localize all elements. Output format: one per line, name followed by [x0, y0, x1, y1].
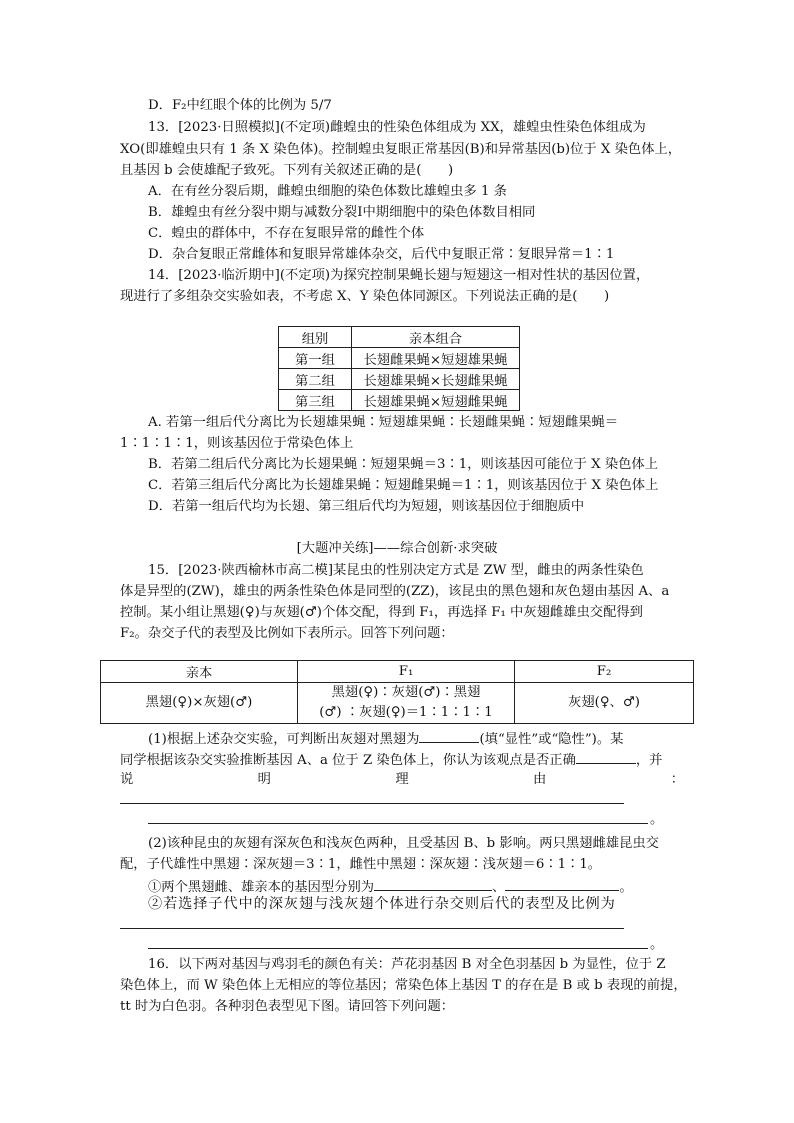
table-row: [279, 390, 520, 411]
answer-blank[interactable]: [419, 728, 479, 743]
answer-line[interactable]: [120, 928, 624, 929]
table-cell: 长翅雄果蝇×短翅雌果蝇: [352, 390, 520, 411]
answer-blank[interactable]: [505, 876, 619, 891]
q13-stem-line1: 13．[2023·日照模拟](不定项)雌蝗虫的性染色体组成为 XX，雄蝗虫性染色体组成为: [148, 120, 646, 135]
q14-option-a-line1: A. 若第一组后代分离比为长翅雄果蝇∶短翅雄果蝇∶长翅雌果蝇∶短翅雌果蝇＝: [148, 415, 619, 430]
table-cell: 黑翅(♀)×灰翅(♂): [101, 683, 298, 724]
table-cell: 灰翅(♀、♂): [515, 683, 694, 724]
table-row: [279, 369, 520, 390]
q15-sub1-text: (填“显性”或“隐性”)。某: [479, 732, 624, 747]
table-cell: 第三组: [279, 390, 352, 411]
q15-sub1-line2: [120, 749, 662, 771]
answer-line[interactable]: [120, 803, 624, 804]
q14-stem-line2: 现进行了多组杂交实验如表，不考虑 X、Y 染色体同源区。下列说法正确的是( ): [120, 289, 610, 304]
spaced-char: ：: [670, 772, 684, 787]
q15-sub2-text: ①两个黑翅雌、雄亲本的基因型分别为: [148, 880, 375, 895]
table-cell: 第二组: [279, 369, 352, 390]
table-row: [279, 348, 520, 369]
table-cell-line: (♂) ∶灰翅(♀)＝1∶1∶1∶1: [319, 705, 493, 720]
table-header-row: [101, 661, 694, 683]
spaced-char: 理: [395, 772, 409, 787]
q15-sub1-text: 同学根据该杂交实验推断基因 A、a 位于 Z 染色体上，你认为该观点是否正确: [120, 753, 576, 768]
table-header-cell: 亲本: [101, 661, 298, 683]
q13-option-d: D．杂合复眼正常雌体和复眼异常雄体杂交，后代中复眼正常∶复眼异常＝1∶1: [148, 247, 615, 262]
q13-option-a: A．在有丝分裂后期，雌蝗虫细胞的染色体数比雄蝗虫多 1 条: [148, 184, 507, 199]
q14-option-a-line2: 1∶1∶1∶1，则该基因位于常染色体上: [120, 436, 354, 451]
spaced-char: 说: [120, 772, 134, 787]
q15-stem-line2: 体是异型的(ZW)，雄虫的两条性染色体是同型的(ZZ)，该昆虫的黑色翅和灰色翅由基因 A、a: [120, 584, 670, 599]
q15-stem-line3: 控制。某小组让黑翅(♀)与灰翅(♂)个体交配，得到 F₁，再选择 F₁ 中灰翅雌雄虫交配得到: [120, 605, 643, 620]
table-cell: 长翅雄果蝇×长翅雌果蝇: [352, 369, 520, 390]
q14-option-d: D．若第一组后代均为长翅、第三组后代均为短翅，则该基因位于细胞质中: [148, 499, 585, 514]
q13-option-c: C．蝗虫的群体中，不存在复眼异常的雌性个体: [148, 226, 425, 241]
q13-stem-line2: XO(即雄蝗虫只有 1 条 X 染色体)。控制蝗虫复眼正常基因(B)和异常基因(b)位于 X 染色体上，: [120, 142, 682, 157]
q13-stem-line3: 且基因 b 会使雄配子致死。下列有关叙述正确的是( ): [120, 163, 454, 178]
q15-sub1-line1: [148, 728, 623, 750]
answer-line[interactable]: [148, 948, 648, 949]
q15-sub2-line1: (2)该种昆虫的灰翅有深灰色和浅灰色两种，且受基因 B、b 影响。两只黑翅雌雄昆虫交: [148, 836, 659, 851]
q16-stem-line1: 16．以下两对基因与鸡羽毛的颜色有关：芦花羽基因 B 对全色羽基因 b 为显性，位于 Z: [148, 957, 666, 972]
table-cell-line: 黑翅(♀)∶灰翅(♂)∶黑翅: [331, 685, 481, 700]
sentence-period: 。: [650, 937, 664, 952]
table-row: [101, 683, 694, 724]
q12-option-d: D．F₂中红眼个体的比例为 5/7: [148, 98, 332, 113]
table-cell: [298, 683, 515, 724]
q16-stem-line3: tt 时为白色羽。各种羽色表型见下图。请回答下列问题：: [120, 999, 455, 1014]
answer-blank[interactable]: [374, 876, 492, 891]
table-cell: 第一组: [279, 348, 352, 369]
q14-stem-line1: 14．[2023·临沂期中](不定项)为探究控制果蝇长翅与短翅这一相对性状的基因位置，: [148, 268, 650, 283]
q15-sub1-text: (1)根据上述杂交实验，可判断出灰翅对黑翅为: [148, 732, 420, 747]
q15-sub1-line3: [120, 770, 684, 790]
spaced-char: 明: [257, 772, 271, 787]
table-header-cell: 亲本组合: [352, 327, 520, 348]
q15-sub1-text: ，并: [635, 753, 663, 768]
table-header-cell: 组别: [279, 327, 352, 348]
section-heading: [大题冲关练]——综合创新·求突破: [296, 541, 498, 556]
q16-stem-line2: 染色体上，而 W 染色体上无相应的等位基因；常染色体上基因 T 的存在是 B 或 b 表现的前提，: [120, 978, 687, 993]
answer-blank[interactable]: [576, 749, 636, 764]
q14-option-c: C．若第三组后代分离比为长翅雄果蝇∶短翅雌果蝇＝1∶1，则该基因位于 X 染色体上: [148, 478, 659, 493]
q13-option-b: B．雄蝗虫有丝分裂中期与减数分裂Ⅰ中期细胞中的染色体数目相同: [148, 205, 536, 220]
q15-stem-line1: 15．[2023·陕西榆林市高二模]某昆虫的性别决定方式是 ZW 型，雌虫的两条性染色: [148, 563, 644, 578]
table-header-cell: F₁: [298, 661, 515, 683]
q15-sub2-text: 。: [619, 880, 633, 895]
q14-option-b: B．若第二组后代分离比为长翅果蝇∶短翅果蝇＝3∶1，则该基因可能位于 X 染色体上: [148, 457, 659, 472]
table-header-row: [279, 327, 520, 348]
cross-groups-table: [278, 326, 520, 411]
table-header-cell: F₂: [515, 661, 694, 683]
hybrid-results-table: [100, 660, 694, 724]
sentence-period: 。: [650, 812, 664, 827]
q15-sub2-line2: 配，子代雄性中黑翅∶深灰翅＝3∶1，雌性中黑翅∶深灰翅∶浅灰翅＝6∶1∶1。: [120, 857, 602, 872]
answer-line[interactable]: [148, 823, 648, 824]
table-cell: 长翅雌果蝇×短翅雄果蝇: [352, 348, 520, 369]
spaced-char: 由: [533, 772, 547, 787]
q15-sub2-text: 、: [492, 880, 506, 895]
q15-stem-line4: F₂。杂交子代的表型及比例如下表所示。回答下列问题：: [120, 626, 454, 641]
q15-sub2-line4: ②若选择子代中的深灰翅与浅灰翅个体进行杂交则后代的表型及比例为: [148, 896, 616, 912]
